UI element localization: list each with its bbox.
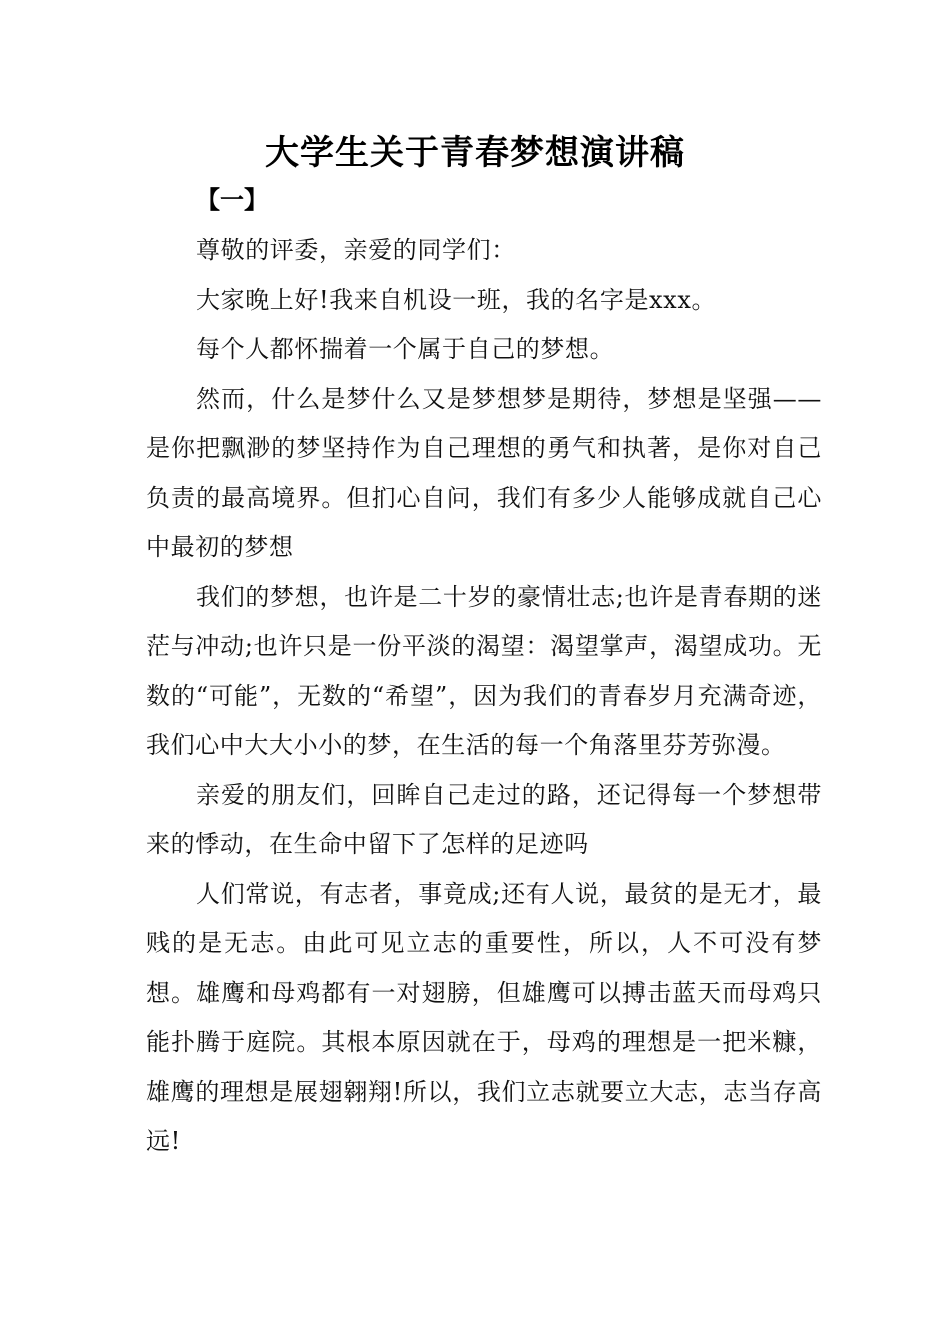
- section-label: 【一】: [196, 186, 268, 214]
- paragraph: 我们的梦想，也许是二十岁的豪情壮志;也许是青春期的迷茫与冲动;也许只是一份平淡的渴望：渴望掌声，渴望成功。无数的“可能”，无数的“希望”，因为我们的青春岁月充满奇迹，我们心中大大小小的梦，在生活的每一个角落里芬芳弥漫。: [146, 582, 822, 759]
- paragraph-introduction: 大家晚上好!我来自机设一班，我的名字是xxx。: [196, 285, 717, 314]
- paragraph: 人们常说，有志者，事竟成;还有人说，最贫的是无才，最贱的是无志。由此可见立志的重要性，所以，人不可没有梦想。雄鹰和母鸡都有一对翅膀，但雄鹰可以搏击蓝天而母鸡只能扑腾于庭院。其根本原因就在于，母鸡的理想是一把米糠，雄鹰的理想是展翅翱翔!所以，我们立志就要立大志，志当存高远!: [146, 879, 822, 1155]
- paragraph: 每个人都怀揣着一个属于自己的梦想。: [196, 335, 615, 363]
- document-body: [146, 226, 822, 1167]
- paragraph: 然而，什么是梦什么又是梦想梦是期待，梦想是坚强——是你把飘渺的梦坚持作为自己理想的勇气和执著，是你对自己负责的最高境界。但扪心自问，我们有多少人能够成就自己心中最初的梦想: [146, 384, 822, 561]
- document-title: 大学生关于青春梦想演讲稿: [265, 133, 685, 173]
- paragraph: 亲爱的朋友们，回眸自己走过的路，还记得每一个梦想带来的悸动，在生命中留下了怎样的足迹吗: [146, 780, 822, 858]
- paragraph-greeting: 尊敬的评委，亲爱的同学们：: [196, 236, 516, 264]
